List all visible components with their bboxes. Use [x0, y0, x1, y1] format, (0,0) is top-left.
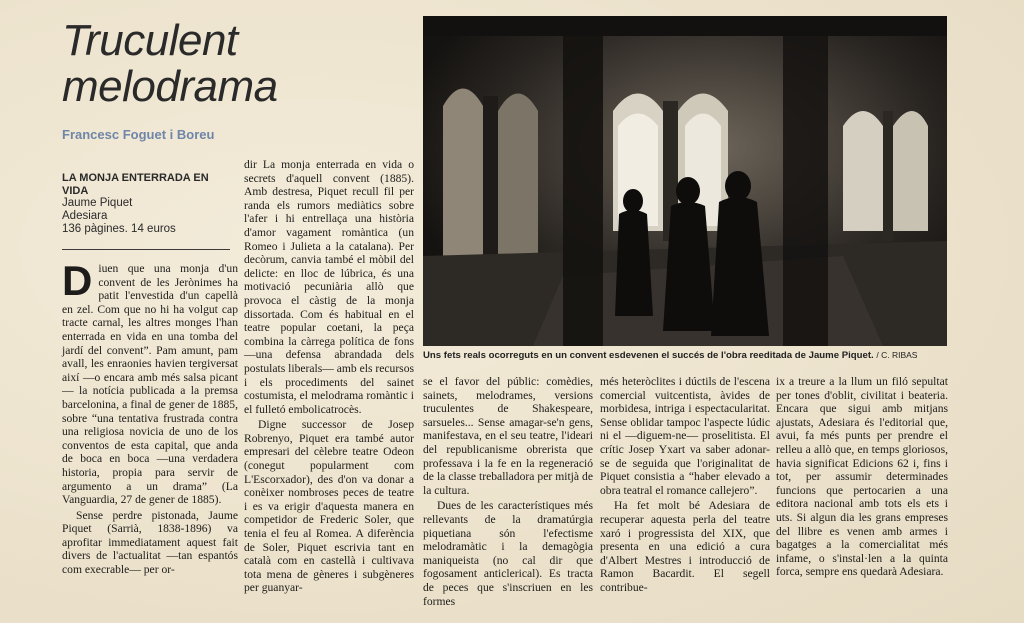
paragraph: Ha fet molt bé Adesiara de recuperar aquesta perla del teatre xaró i progressista del XIX, que presenta en una edició a cura d'Albert Mestres i introducció de Ramon Bacardit. El segell contribue-: [600, 499, 770, 594]
article-column-4: [600, 375, 770, 595]
title-line-1: Truculent: [62, 16, 238, 65]
book-info-box: [62, 172, 230, 236]
book-details: 136 pàgines. 14 euros: [62, 223, 176, 235]
photo-credit: / C. RIBAS: [876, 350, 918, 360]
article-column-2: [244, 158, 414, 595]
article-column-3: [423, 375, 593, 608]
caption-text: Uns fets reals ocorreguts en un convent esdevenen el succés de l'obra reeditada de Jaume Piquet.: [423, 350, 874, 361]
paragraph: se el favor del públic: comèdies, sainets, melodrames, versions truculentes de Shakespeare, sarsueles... Sense amagar-se'n gens, manifestava, en el seu teatre, l'ideari del republicanisme obrerista que professava i la fe en la regeneració de la classe treballadora per mitjà de la cultura.: [423, 375, 593, 497]
article-title: [62, 18, 362, 110]
title-line-2: melodrama: [62, 62, 278, 111]
article-column-1: [62, 257, 238, 577]
paragraph: més heteròclites i dúctils de l'escena comercial vuitcentista, àvides de morbidesa, intriga i espectacularitat. Sense oblidar tampoc l'aspecte lúdic ni el —diguem-ne— proselitista. El crític Josep Yxart va saber adonar-se de seguida que l'originalitat de Piquet consistia a “haber elevado a obra teatral el romance callejero”.: [600, 375, 770, 497]
paragraph: ix a treure a la llum un filó sepultat per tones d'oblit, civilitat i beateria. Encara que sigui amb mitjans ajustats, Adesiara és l'editorial que, avui, fa més punts per prendre el relleu a allò que, en temps gloriosos, havia significat Edicions 62 i, fins i tot, per assumir determinades funcions que pertocarien a una editora nacional amb tots els ets i uts. Si algun dia les grans empreses del llibre es venen amb armes i bagatges a la comercialitat més infame, o s'instal·len a la quinta forca, sempre ens quedarà Adesiara.: [776, 375, 948, 579]
paragraph: Sense perdre pistonada, Jaume Piquet (Sarrià, 1838-1896) va aprofitar immediatament aquest fait divers de l'actualitat —tan espantós com execrable— per or-: [62, 508, 238, 577]
photo-caption: [423, 350, 947, 361]
book-author: Jaume Piquet: [62, 197, 133, 209]
paragraph-text: iuen que una monja d'un convent de les Jerònimes ha patit l'envestida d'un capellà en zel. Com que no hi ha volgut cap tracte carnal, les altres monges l'han enterrada en vida en una tomba del jardí del convent”. Pam amunt, pam avall, les enraonies havien tergiversat així —o encara amb més salsa picant— la notícia publicada a la premsa barcelonina, a final de gener de 1885, sobre “una tentativa frustrada contra una religiosa novicia de uno de los conventos de esta capital, que anda de boca en boca —una verdadera historia, propia para servir de argumento a un drama” (La Vanguardia, 27 de gener de 1885).: [62, 262, 238, 507]
article-column-5: [776, 375, 948, 579]
drop-cap: D: [62, 257, 93, 304]
book-info-divider: [62, 249, 230, 250]
article-author: Francesc Foguet i Boreu: [62, 127, 215, 142]
book-title: LA MONJA ENTERRADA EN VIDA: [62, 172, 209, 197]
paragraph: Digne successor de Josep Robrenyo, Piquet era també autor empresari del cèlebre teatre Odeon (conegut popularment com L'Escorxador), des d'on va donar a conèixer nombroses peces de teatre i es va erigir d'aquesta manera en competidor de Frederic Soler, que tenia el feu al Romea. A diferència de Soler, Piquet escrivia tant en català com en castellà i cultivava tota mena de gèneres i subgèneres per guanyar-: [244, 418, 414, 595]
paragraph: dir La monja enterrada en vida o secrets d'aquell convent (1885). Amb destresa, Piquet recull fil per randa els rumors mediàtics sobre l'afer i hi entrellaça una història d'amor vagament romàntica (un Romeo i Julieta a la catalana). Per decòrum, canvia també el mòbil del delicte: en lloc de lúbrica, és una motivació pecuniària allò que provoca el càstig de la monja dissortada. Com és habitual en el teatre popular coetani, la peça combina la càrrega política de fons —una defensa abrandada dels postulats liberals— amb els recursos i els procediments del sainet costumista, el melodrama romàntic i el fulletó embolicatrocès.: [244, 158, 415, 416]
book-publisher: Adesiara: [62, 210, 108, 222]
cloister-photo-image: [423, 16, 947, 346]
paragraph: [62, 257, 238, 507]
paragraph: Dues de les característiques més rellevants de la dramatúrgia piquetiana són l'efectisme melodramàtic i la demagògia maniqueista (no cal dir que fogosament anticlerical). Es tracta de peces que s'inscriuen en les formes: [423, 499, 593, 608]
cloister-photo: [423, 16, 947, 346]
